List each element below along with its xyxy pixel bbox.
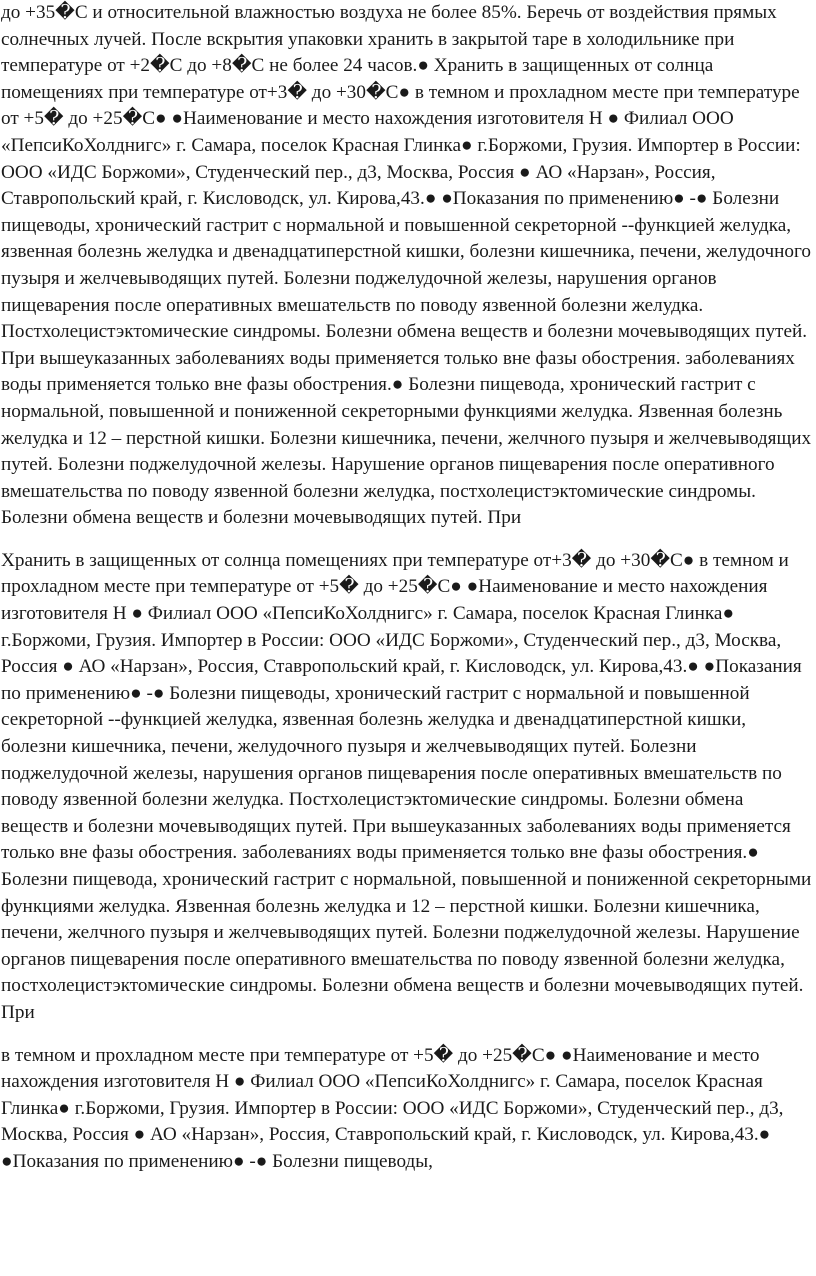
paragraph-gap [1, 1027, 812, 1043]
paragraph-gap [1, 532, 812, 548]
paragraph-3: в темном и прохладном месте при температуре от +5� до +25�С● ●Наименование и место нахождения изготовителя Н ● Филиал ООО «ПепсиКоХолднигс» г. Самара, поселок Красная Глинка● г.Боржоми, Грузия. Импортер в России: ООО «ИДС Боржоми», Студенческий пер., д3, Москва, Россия ● АО «Нарзан», Россия, Ставропольский край, г. Кисловодск, ул. Кирова,43.● ●Показания по применению● -● Болезни пищеводы, [1, 1044, 784, 1172]
paragraph-1: до +35�С и относительной влажностью воздуха не более 85%. Беречь от воздействия прямых солнечных лучей. После вскрытия упаковки хранить в закрытой таре в холодильнике при температуре от +2�С до +8�С не более 24 часов.● Хранить в защищенных от солнца помещениях при температуре от+3� до +30�С● в темном и прохладном месте при температуре от +5� до +25�С● ●Наименование и место нахождения изготовителя Н ● Филиал ООО «ПепсиКоХолднигс» г. Самара, поселок Красная Глинка● г.Боржоми, Грузия. Импортер в России: ООО «ИДС Боржоми», Студенческий пер., д3, Москва, Россия ● АО «Нарзан», Россия, Ставропольский край, г. Кисловодск, ул. Кирова,43.● ●Показания по применению● -● Болезни пищеводы, хронический гастрит с нормальной и повышенной секреторной --функцией желудка, язвенная болезнь желудка и двенадцатиперстной кишки, болезни кишечника, печени, желудочного пузыря и желчевыводящих путей. Болезни поджелудочной железы, нарушения органов пищеварения после оперативных вмешательств по поводу язвенной болезни желудка. Постхолецистэктомические синдромы. Болезни обмена веществ и болезни мочевыводящих путей. При вышеуказанных заболеваниях воды применяется только вне фазы обострения. заболеваниях воды применяется только вне фазы обострения.● Болезни пищевода, хронический гастрит с нормальной, повышенной и пониженной секреторными функциями желудка. Язвенная болезнь желудка и 12 – перстной кишки. Болезни кишечника, печени, желчного пузыря и желчевыводящих путей. Болезни поджелудочной железы. Нарушение органов пищеварения после оперативного вмешательства по поводу язвенной болезни желудка, постхолецистэктомические синдромы. Болезни обмена веществ и болезни мочевыводящих путей. При [1, 2, 812, 529]
paragraph-2: Хранить в защищенных от солнца помещениях при температуре от+3� до +30�С● в темном и прохладном месте при температуре от +5� до +25�С● ●Наименование и место нахождения изготовителя Н ● Филиал ООО «ПепсиКоХолднигс» г. Самара, поселок Красная Глинка● г.Боржоми, Грузия. Импортер в России: ООО «ИДС Боржоми», Студенческий пер., д3, Москва, Россия ● АО «Нарзан», Россия, Ставропольский край, г. Кисловодск, ул. Кирова,43.● ●Показания по применению● -● Болезни пищеводы, хронический гастрит с нормальной и повышенной секреторной --функцией желудка, язвенная болезнь желудка и двенадцатиперстной кишки, болезни кишечника, печени, желудочного пузыря и желчевыводящих путей. Болезни поджелудочной железы, нарушения органов пищеварения после оперативных вмешательств по поводу язвенной болезни желудка. Постхолецистэктомические синдромы. Болезни обмена веществ и болезни мочевыводящих путей. При вышеуказанных заболеваниях воды применяется только вне фазы обострения. заболеваниях воды применяется только вне фазы обострения.● Болезни пищевода, хронический гастрит с нормальной, повышенной и пониженной секреторными функциями желудка. Язвенная болезнь желудка и 12 – перстной кишки. Болезни кишечника, печени, желчного пузыря и желчевыводящих путей. Болезни поджелудочной железы. Нарушение органов пищеварения после оперативного вмешательства по поводу язвенной болезни желудка, постхолецистэктомические синдромы. Болезни обмена веществ и болезни мочевыводящих путей. При [1, 549, 812, 1023]
